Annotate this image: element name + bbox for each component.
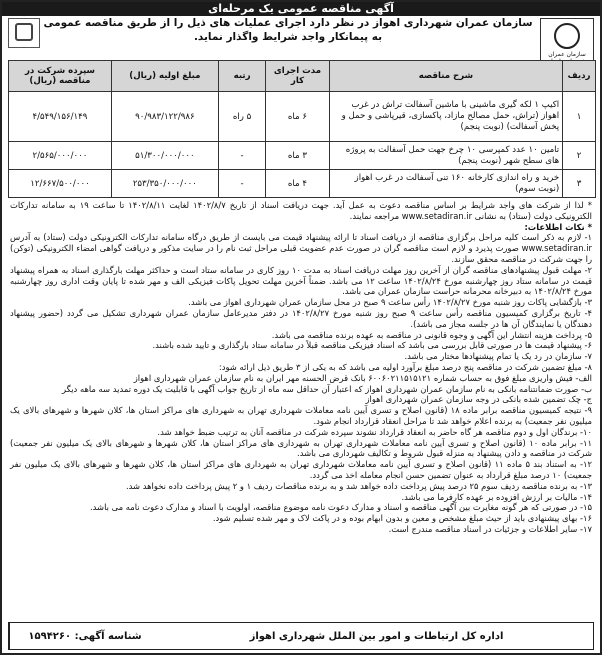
col-rank: رتبه <box>218 61 266 92</box>
ad-code: شناسه آگهی: ۱۵۹۴۲۶۰ <box>9 623 160 649</box>
col-description: شرح مناقصه <box>329 61 563 92</box>
note-item: ۹- نتیجه کمیسیون مناقصه برابر ماده ۱۸ (قانون اصلاح و تسری آیین نامه معاملات شهرداری تهران به شهرداری های مراکز استان ها، کلان شهرها و شهرهای بالای یک میلیون نفر جمعیت) به برنده اعلام خواهد شد تا مراحل انعقاد قرارداد انجام شود. <box>10 405 592 426</box>
table-row <box>9 142 596 170</box>
row-amount: ۵۱/۳۰۰/۰۰۰/۰۰۰ <box>111 142 218 170</box>
note-item: ۱۱- برابر ماده ۱۰ (قانون اصلاح و تسری آیین نامه معاملات شهرداری تهران به شهرداری های مراکز استان ها، کلان شهرها و شهرهای بالای یک میلیون نفر جمعیت) شرکت در مناقصه و دادن پیشنهاد به منزله قبول شروط و تکالیف شهرداری می باشد. <box>10 437 593 459</box>
note-item: ۵- پرداخت هزینه انتشار این آگهی و وجوه قانونی در مناقصه به عهده برنده مناقصه می باشد. <box>271 329 592 340</box>
notes-title: * نکات اطلاعات: <box>524 221 592 232</box>
notes-list <box>10 232 592 534</box>
table-row <box>9 92 596 142</box>
department-name: اداره کل ارتباطات و امور بین الملل شهرداری اهواز <box>249 630 504 642</box>
col-amount: مبلغ اولیه (ریال) <box>111 61 218 92</box>
row-index: ۱ <box>563 92 596 142</box>
note-item: ۷- سازمان در رد یک یا تمام پیشنهادها مختار می باشد. <box>404 351 592 362</box>
emblem-icon <box>554 23 580 49</box>
col-deposit: سپرده شرکت در مناقصه (ریال) <box>9 61 112 92</box>
note-item: ب- صورت ضمانتنامه بانکی به نام سازمان عمران شهرداری اهواز که اعتبار آن حداقل سه ماه از تاریخ جواب آگهی با قابلیت یک دوره تمدید سه ماهه دیگر <box>61 383 592 394</box>
row-amount: ۲۵۳/۳۵۰/۰۰۰/۰۰۰ <box>111 170 218 198</box>
row-rank: - <box>218 170 266 198</box>
row-index: ۲ <box>563 142 596 170</box>
row-deposit: ۲/۵۶۵/۰۰۰/۰۰۰ <box>9 142 112 170</box>
row-description: اکیپ ۱ لکه گیری ماشینی با ماشین آسفالت تراش در غرب اهواز (تراش، حمل مصالح مازاد، پاکسازی، قیرپاشی و حمل و پخش آسفالت) (نوبت پنجم) <box>329 92 563 142</box>
row-description: تامین ۱۰ عدد کمپرسی ۱۰ چرخ جهت حمل آسفالت به پروژه های سطح شهر (نوبت پنجم) <box>329 142 563 170</box>
row-amount: ۹۰/۹۸۳/۱۲۲/۹۸۶ <box>111 92 218 142</box>
note-item: ۱- لازم به ذکر است کلیه مراحل برگزاری مناقصه از دریافت اسناد تا ارائه پیشنهاد قیمت می بایست از طریق درگاه سامانه تدارکات الکترونیکی دولت (ستاد) به آدرس www.setadiran.ir صورت پذیرد و لازم است مناقصه گران در صورت عدم عضویت قبلی مراحل ثبت نام را در سایت مذکور و دریافت گواهی امضاء الکترونیکی (توکن) را جهت شرکت در مناقصه محقق سازند. <box>10 232 592 264</box>
row-deposit: ۱۲/۶۶۷/۵۰۰/۰۰۰ <box>9 170 112 198</box>
note-item: ۶- پیشنهاد قیمت ها در صورتی قابل بررسی می باشد که اسناد فیزیکی مناقصه قبلاً در سامانه ستاد بارگذاری و تایید شده باشند. <box>152 340 592 351</box>
note-item: ۱۴- مالیات بر ارزش افزوده بر عهده کارفرما می باشد. <box>401 491 592 502</box>
row-duration: ۶ ماه <box>266 92 329 142</box>
logo-caption: سازمان عمران <box>548 51 586 58</box>
stamp-box <box>8 18 40 48</box>
notice-banner: آگهی مناقصه عمومی یک مرحله‌ای <box>2 2 600 16</box>
note-item: ۱۵- در صورتی که هر گونه مغایرت بین آگهی مناقصه و اسناد و مدارک دعوت نامه موضوع مناقصه، اولویت با اسناد و مدارک دعوت نامه می باشد. <box>90 502 592 513</box>
note-item: ۱۰- برندگان اول و دوم مناقصه هر گاه حاضر به انعقاد قرارداد نشوند سپرده شرکت در مناقصه آنان به ترتیب ضبط خواهد شد. <box>157 426 592 437</box>
col-index: ردیف <box>563 61 596 92</box>
row-rank: - <box>218 142 266 170</box>
table-header-row <box>9 61 596 92</box>
stamp-icon <box>15 23 33 41</box>
row-rank: ۵ راه <box>218 92 266 142</box>
note-item: ج- چک تضمین شده بانکی در وجه سازمان عمران شهرداری اهواز <box>365 394 592 405</box>
row-index: ۳ <box>563 170 596 198</box>
note-item: ۱۲- به استناد بند ۵ ماده ۱۱ (قانون اصلاح و تسری آیین نامه معاملات شهرداری تهران به شهرداری های مراکز استان ها، کلان شهرها و شهرهای بالای یک میلیون نفر جمعیت) ۱۰ درصد مبلغ قرارداد به عنوان تضمین حسن انجام معامله اخذ می گردد. <box>10 459 592 480</box>
note-item: الف- فیش واریزی مبلغ فوق به حساب شماره ۶۰۰۶۰۲۱۱۵۱۵۱۲۱ بانک قرض الحسنه مهر ایران به نام سازمان عمران شهرداری اهواز <box>133 372 592 383</box>
note-item: ۱۳- به برنده مناقصه ردیف سوم ۲۵ درصد پیش پرداخت داده خواهد شد و به برنده مناقصات ردیف ۱ و ۲ پیش پرداخت داده نخواهد شد. <box>126 480 592 491</box>
row-deposit: ۴/۵۴۹/۱۵۶/۱۴۹ <box>9 92 112 142</box>
row-description: خرید و راه اندازی کارخانه ۱۶۰ تنی آسفالت در غرب اهواز (نوبت سوم) <box>329 170 563 198</box>
notice-title: سازمان عمران شهرداری اهواز در نظر دارد اجرای عملیات های ذیل را از طریق مناقصه عمومی به پیمانکار واجد شرایط واگذار نماید. <box>43 17 533 43</box>
tender-table <box>8 60 596 198</box>
row-duration: ۳ ماه <box>266 142 329 170</box>
note-item: ۱۶- بهای پیشنهادی باید از حیث مبلغ مشخص و معین و بدون ابهام بوده و در پاکت لاک و مهر شده تسلیم شود. <box>212 513 592 524</box>
note-item: ۸- مبلغ تضمین شرکت در مناقصه پنج درصد مبلغ برآورد اولیه می باشد که به یکی از ۳ طریق ذیل ارائه شود: <box>218 361 592 372</box>
notice-body <box>10 200 592 535</box>
note-item: ۱۷- سایر اطلاعات و جزئیات در اسناد مناقصه مندرج است. <box>388 523 592 534</box>
note-item: ۲- مهلت قبول پیشنهادهای مناقصه گران از آخرین روز مهلت دریافت اسناد به مدت ۱۰ روز کاری در سامانه ستاد است و حداکثر مهلت بارگذاری اسناد به همراه پیشنهاد قیمت در سامانه ستاد روز چهارشنبه مورخ ۱۴۰۲/۸/۲۴ ساعت ۱۲ می باشد. ضمناً آخرین مهلت تحویل پاکات فیزیکی الف و مهر شده تا پایان وقت اداری روز چهارشنبه مورخ ۱۴۰۲/۸/۲۴ به دبیرخانه محرمانه حراست سازمان عمران می باشد. <box>10 264 592 297</box>
col-duration: مدت اجرای کار <box>266 61 329 92</box>
footer-bar <box>8 622 594 650</box>
note-item: ۴- تاریخ برگزاری کمیسیون مناقصه رأس ساعت ۹ صبح روز شنبه مورخ ۱۴۰۲/۸/۲۷ در دفتر مدیرعامل سازمان عمران شهرداری تشکیل می گردد (حضور پیشنهاد دهندگان یا نمایندگان آن ها در جلسه مجاز می باشد). <box>10 307 592 329</box>
table-row <box>9 170 596 198</box>
note-item: ۳- بازگشایی پاکات روز شنبه مورخ ۱۴۰۲/۸/۲۷ رأس ساعت ۹ صبح در محل سازمان عمران شهرداری اهواز می باشد. <box>188 297 592 308</box>
intro-paragraph: * لذا از شرکت های واجد شرایط بر اساس مناقصه دعوت به عمل آید. جهت دریافت اسناد از تاریخ ۱۴۰۲/۸/۷ لغایت ۱۴۰۲/۸/۱۱ تا ساعت ۱۹ به سامانه تدارکات الکترونیکی دولت (ستاد) به نشانی www.setadiran.ir مراجعه نمایند. <box>10 200 592 221</box>
row-duration: ۴ ماه <box>266 170 329 198</box>
